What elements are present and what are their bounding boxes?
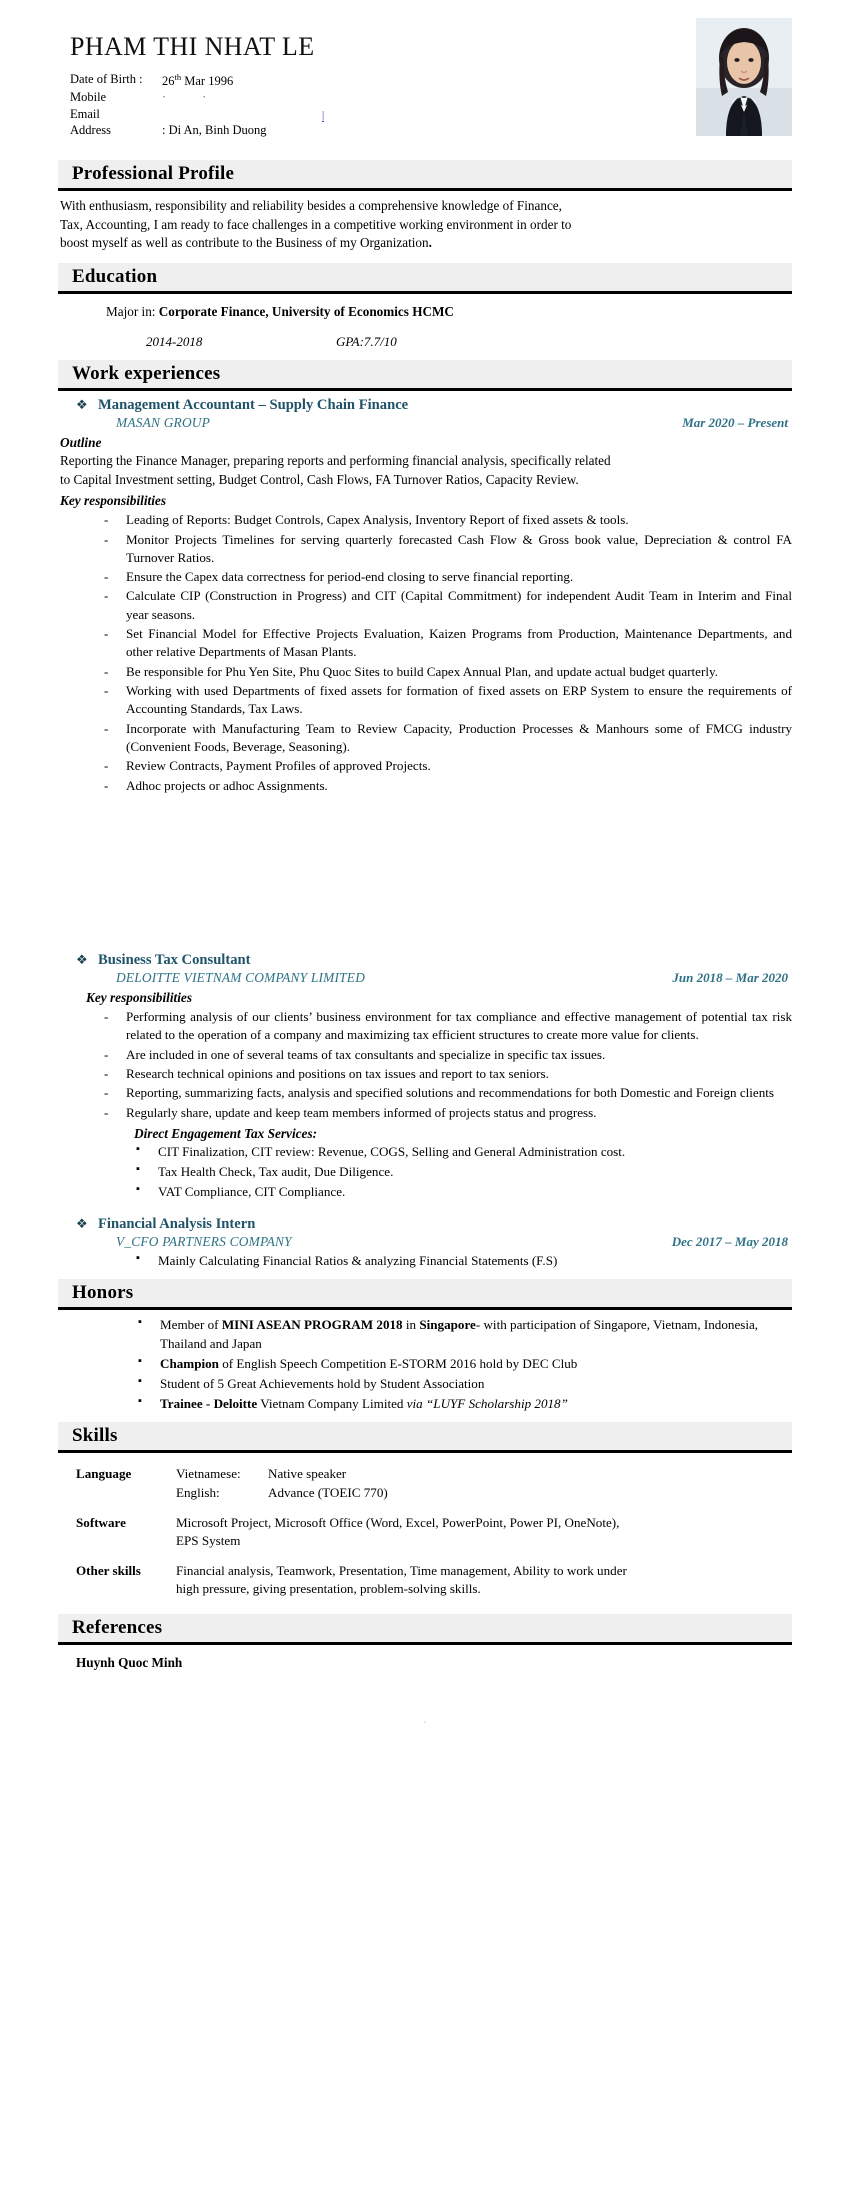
job-dates: Jun 2018 – Mar 2020 — [672, 970, 788, 986]
table-row — [58, 1461, 792, 1510]
list-item: ▪ Tax Health Check, Tax audit, Due Diligence. — [134, 1163, 792, 1182]
contact-value-dob — [162, 72, 324, 90]
list-item: - Ensure the Capex data correctness for period-end closing to serve financial reporting. — [100, 568, 792, 586]
profile-line-2: Tax, Accounting, I am ready to face challenges in a competitive working environment in order to — [60, 216, 572, 232]
job-subtitle-row — [116, 415, 792, 431]
job-title-row — [76, 952, 792, 969]
job-title-row — [76, 1216, 792, 1233]
skills-table — [58, 1461, 792, 1606]
honor-text-bold: Trainee - Deloitte — [160, 1395, 258, 1411]
list-item: - Adhoc projects or adhoc Assignments. — [100, 777, 792, 795]
contact-label-dob: Date of Birth : — [70, 72, 143, 86]
education-detail-row — [146, 334, 792, 350]
language-level: Advance (TOEIC 770) — [268, 1484, 388, 1500]
job-entry-masan — [58, 397, 792, 795]
table-row — [58, 1510, 792, 1558]
list-item: - Review Contracts, Payment Profiles of approved Projects. — [100, 757, 792, 775]
list-item: - Monitor Projects Timelines for serving quarterly forecasted Cash Flow & Gross book value, Depreciation & control FA Turnover Ratios. — [100, 531, 792, 568]
list-item: ▪ VAT Compliance, CIT Compliance. — [134, 1183, 792, 1202]
skills-category-other: Other skills — [76, 1563, 141, 1579]
honor-text-bold-1: MINI ASEAN PROGRAM 2018 — [221, 1317, 403, 1332]
contact-label-address: Address — [70, 123, 111, 138]
list-item — [136, 1375, 792, 1394]
list-item: - Performing analysis of our clients’ business environment for tax compliance and effective management of potential tax risk related to the operation of a company and maximizing tax efficient structures to create more value for clients. — [100, 1008, 792, 1045]
key-responsibilities-label: Key responsibilities — [60, 493, 167, 509]
language-grid — [176, 1465, 792, 1502]
list-item: - Leading of Reports: Budget Controls, Capex Analysis, Inventory Report of fixed assets & tools. — [100, 511, 792, 529]
list-item: ▪ Mainly Calculating Financial Ratios & analyzing Financial Statements (F.S) — [134, 1252, 792, 1271]
education-years: 2014-2018 — [146, 334, 203, 350]
job-subtitle-row — [116, 970, 792, 986]
section-heading-references: References — [58, 1614, 792, 1645]
skills-value-other — [176, 1558, 792, 1606]
skills-category-software: Software — [76, 1515, 126, 1531]
honor-text-normal-1: Member of — [160, 1317, 222, 1332]
language-level: Native speaker — [268, 1465, 347, 1481]
list-item: ▪ CIT Finalization, CIT review: Revenue, COGS, Selling and General Administration cost. — [134, 1143, 792, 1162]
education-gpa: GPA:7.7/10 — [336, 334, 397, 350]
key-responsibilities-label: Key responsibilities — [86, 990, 193, 1006]
education-major-prefix: Major in: — [106, 304, 159, 320]
skills-category-language: Language — [76, 1465, 132, 1481]
language-name: Vietnamese: — [176, 1465, 241, 1481]
profile-line-3: boost myself as well as contribute to the Business of my Organization — [60, 235, 429, 251]
contact-value-email-redacted[interactable] — [162, 107, 324, 123]
dob-ordinal-suffix: th — [174, 72, 182, 82]
honors-list — [58, 1316, 792, 1414]
software-line-2: EPS System — [176, 1533, 241, 1549]
honor-text-normal-3: - with participation of Singapore, Vietnam, Indonesia, Thailand and Japan — [160, 1317, 759, 1351]
diamond-bullet-icon: ❖ — [76, 1216, 88, 1232]
contact-label-mobile: Mobile — [70, 90, 107, 105]
outline-line-2: to Capital Investment setting, Budget Control, Cash Flows, FA Turnover Ratios, Capacity Review. — [60, 471, 579, 487]
direct-engagement-tax-services-label: Direct Engagement Tax Services: — [134, 1126, 318, 1142]
contact-row-address — [70, 123, 324, 139]
intern-duties-list — [58, 1252, 792, 1271]
dob-day: 26 — [162, 74, 175, 89]
list-item — [136, 1316, 792, 1354]
skills-value-software — [176, 1510, 792, 1558]
diamond-bullet-icon: ❖ — [76, 397, 88, 413]
section-heading-honors: Honors — [58, 1279, 792, 1310]
list-item: - Regularly share, update and keep team members informed of projects status and progress. — [100, 1104, 792, 1122]
list-item — [136, 1395, 792, 1414]
job-company: DELOITTE VIETNAM COMPANY LIMITED — [116, 970, 366, 986]
other-skills-line-2: high pressure, giving presentation, problem-solving skills. — [176, 1581, 481, 1597]
outline-line-1: Reporting the Finance Manager, preparing reports and performing financial analysis, specifically related — [60, 453, 611, 469]
section-heading-work-experiences: Work experiences — [58, 360, 792, 391]
honor-text-bold-2: Singapore — [419, 1317, 476, 1332]
job-entry-deloitte — [58, 952, 792, 1202]
list-item: - Reporting, summarizing facts, analysis and specified solutions and recommendations for both Domestic and Foreign clients — [100, 1084, 792, 1102]
language-name: English: — [176, 1484, 220, 1500]
contact-details — [70, 72, 324, 139]
honor-text-normal: of English Speech Competition E-STORM 2016 hold by DEC Club — [218, 1355, 578, 1371]
education-major — [106, 304, 792, 320]
job-title: Financial Analysis Intern — [98, 1216, 256, 1233]
profile-line-1: With enthusiasm, responsibility and reliability besides a comprehensive knowledge of Finance, — [60, 198, 562, 213]
list-item: - Incorporate with Manufacturing Team to Review Capacity, Production Processes & Manhours some of FMCG industry (Convenient Foods, Beverage, Seasoning). — [100, 720, 792, 757]
section-heading-skills: Skills — [58, 1422, 792, 1453]
section-heading-education: Education — [58, 263, 792, 294]
job-title: Business Tax Consultant — [98, 952, 251, 969]
outline-label: Outline — [60, 435, 102, 451]
contact-value-address: : Di An, Binh Duong — [162, 123, 267, 138]
reference-name: Huynh Quoc Minh — [76, 1655, 183, 1671]
other-skills-line-1: Financial analysis, Teamwork, Presentation, Time management, Ability to work under — [176, 1563, 627, 1579]
outline-text — [60, 452, 792, 489]
job-title: Management Accountant – Supply Chain Finance — [98, 397, 409, 414]
job-company: MASAN GROUP — [116, 415, 211, 431]
job-subtitle-row — [116, 1234, 792, 1250]
list-item: - Be responsible for Phu Yen Site, Phu Quoc Sites to build Capex Annual Plan, and update actual budget quarterly. — [100, 663, 792, 681]
honor-text-normal-2: in — [402, 1317, 420, 1332]
job-title-row — [76, 397, 792, 414]
redaction-marks: ·· — [162, 90, 243, 105]
professional-profile-text — [60, 197, 792, 253]
honor-text-italic: via “LUYF Scholarship 2018” — [406, 1395, 568, 1411]
page-title: PHAM THI NHAT LE — [70, 32, 315, 61]
job-company: V_CFO PARTNERS COMPANY — [116, 1234, 292, 1250]
contact-label-email: Email — [70, 106, 100, 121]
email-link-marker[interactable]: | — [322, 108, 325, 121]
table-row — [58, 1558, 792, 1606]
dob-month-year: Mar 1996 — [181, 74, 234, 89]
job-responsibility-list — [58, 511, 792, 795]
list-item: - Research technical opinions and positions on tax issues and report to tax seniors. — [100, 1065, 792, 1083]
profile-photo-illustration — [696, 18, 792, 136]
avatar — [696, 18, 792, 136]
contact-row-mobile — [70, 90, 324, 106]
list-item — [136, 1355, 792, 1374]
skills-value-language — [176, 1461, 792, 1510]
page-footer-mark: · — [423, 1717, 427, 1728]
resume-header — [58, 18, 792, 150]
software-line-1: Microsoft Project, Microsoft Office (Word, Excel, PowerPoint, Power PI, OneNote), — [176, 1515, 620, 1531]
contact-value-mobile-redacted — [162, 90, 324, 106]
list-item: - Are included in one of several teams of tax consultants and specialize in specific tax issues. — [100, 1046, 792, 1064]
section-heading-professional-profile: Professional Profile — [58, 160, 792, 191]
job-dates: Mar 2020 – Present — [682, 415, 788, 431]
page-break-spacer — [58, 796, 792, 946]
honor-text-normal: Vietnam Company Limited — [257, 1395, 407, 1411]
honor-text-normal: Student of 5 Great Achievements hold by Student Association — [160, 1375, 485, 1391]
job-entry-vcfo — [58, 1216, 792, 1271]
education-major-value: Corporate Finance, University of Economics HCMC — [158, 304, 454, 320]
job-responsibility-list — [58, 1008, 792, 1122]
list-item: - Set Financial Model for Effective Projects Evaluation, Kaizen Programs from Production, Maintenance Departments, and other relative Departments of Masan Plants. — [100, 625, 792, 662]
diamond-bullet-icon: ❖ — [76, 952, 88, 968]
list-item: - Working with used Departments of fixed assets for formation of fixed assets on ERP System to ensure the requirements of Accounting Standards, Tax Laws. — [100, 682, 792, 719]
job-dates: Dec 2017 – May 2018 — [671, 1234, 788, 1250]
list-item: - Calculate CIP (Construction in Progress) and CIT (Capital Commitment) for independent Audit Team in Interim and Final year seasons. — [100, 587, 792, 624]
contact-row-email — [70, 107, 324, 123]
honor-text-bold: Champion — [160, 1355, 219, 1371]
profile-line-3-period: . — [428, 235, 432, 251]
contact-row-dob — [70, 72, 324, 90]
tax-services-list — [58, 1143, 792, 1202]
